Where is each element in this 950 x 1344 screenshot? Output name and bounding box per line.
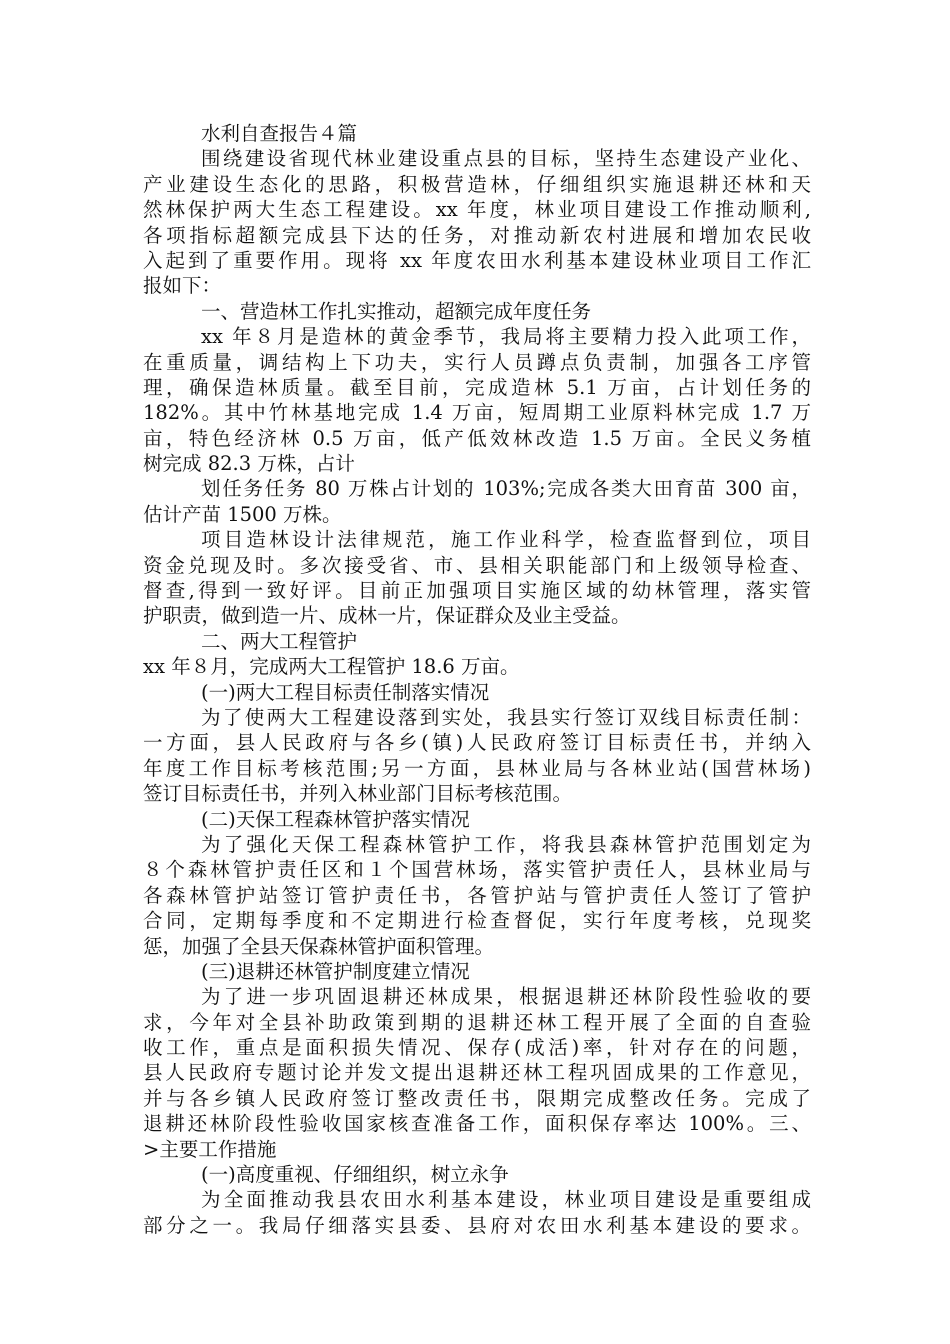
text-line: xx 年８月，完成两大工程管护 18.6 万亩。 bbox=[143, 655, 520, 679]
text-line: 产业建设生态化的思路，积极营造林，仔细组织实施退耕还林和天 bbox=[143, 172, 811, 196]
text-line: ８个森林管护责任区和１个国营林场，落实管护责任人，县林业局与 bbox=[143, 858, 811, 882]
text-line: 部分之一。我局仔细落实县委、县府对农田水利基本建设的要求。 bbox=[143, 1213, 811, 1237]
text-line: (一)两大工程目标责任制落实情况 bbox=[201, 680, 490, 704]
text-line: 划任务任务 80 万株占计划的 103%;完成各类大田育苗 300 亩， bbox=[201, 477, 811, 501]
text-line: 亩，特色经济林 0.5 万亩，低产低效林改造 1.5 万亩。全民义务植 bbox=[143, 426, 811, 450]
text-line: 二、两大工程管护 bbox=[201, 629, 358, 653]
document-body bbox=[143, 121, 811, 1238]
text-line: 各森林管护站签订管护责任书，各管护站与管护责任人签订了管护 bbox=[143, 883, 811, 907]
text-line: 收工作，重点是面积损失情况、保存(成活)率，针对存在的问题， bbox=[143, 1036, 811, 1060]
text-line: (三)退耕还林管护制度建立情况 bbox=[201, 959, 470, 983]
text-line: 项目造林设计法律规范，施工作业科学，检查监督到位，项目 bbox=[201, 528, 811, 552]
text-line: 惩，加强了全县天保森林管护面积管理。 bbox=[143, 934, 495, 958]
text-line: 护职责，做到造一片、成林一片，保证群众及业主受益。 bbox=[143, 604, 631, 628]
text-line: >主要工作措施 bbox=[143, 1137, 277, 1161]
text-line: 一方面，县人民政府与各乡(镇)人民政府签订目标责任书，并纳入 bbox=[143, 731, 811, 755]
text-line: 为了强化天保工程森林管护工作，将我县森林管护范围划定为 bbox=[201, 832, 811, 856]
text-line: 理，确保造林质量。截至目前，完成造林 5.1 万亩，占计划任务的 bbox=[143, 375, 811, 399]
text-line: 182%。其中竹林基地完成 1.4 万亩，短周期工业原料林完成 1.7 万 bbox=[143, 401, 811, 425]
text-line: 年度工作目标考核范围;另一方面，县林业局与各林业站(国营林场) bbox=[143, 756, 811, 780]
text-line: 县人民政府专题讨论并发文提出退耕还林工程巩固成果的工作意见， bbox=[143, 1061, 811, 1085]
text-line: 围绕建设省现代林业建设重点县的目标，坚持生态建设产业化、 bbox=[201, 147, 811, 171]
text-line: 退耕还林阶段性验收国家核查准备工作，面积保存率达 100%。三、 bbox=[143, 1112, 811, 1136]
text-line: 一、营造林工作扎实推动，超额完成年度任务 bbox=[201, 299, 592, 323]
text-line: 求，今年对全县补助政策到期的退耕还林工程开展了全面的自查验 bbox=[143, 1010, 811, 1034]
text-line: 为了使两大工程建设落到实处，我县实行签订双线目标责任制： bbox=[201, 705, 811, 729]
text-line: 督查,得到一致好评。目前正加强项目实施区域的幼林管理，落实管 bbox=[143, 579, 811, 603]
text-line: 资金兑现及时。多次接受省、市、县相关职能部门和上级领导检查、 bbox=[143, 553, 811, 577]
text-line: 估计产苗 1500 万株。 bbox=[143, 502, 342, 526]
text-line: 在重质量，调结构上下功夫，实行人员蹲点负责制，加强各工序管 bbox=[143, 350, 811, 374]
text-line: 为了进一步巩固退耕还林成果，根据退耕还林阶段性验收的要 bbox=[201, 985, 811, 1009]
text-line: 并与各乡镇人民政府签订整改责任书，限期完成整改任务。完成了 bbox=[143, 1086, 811, 1110]
text-line: (二)天保工程森林管护落实情况 bbox=[201, 807, 470, 831]
text-line: 然林保护两大生态工程建设。xx 年度，林业项目建设工作推动顺利, bbox=[143, 198, 811, 222]
text-line: xx 年８月是造林的黄金季节，我局将主要精力投入此项工作， bbox=[201, 325, 811, 349]
text-line: 报如下： bbox=[143, 274, 222, 298]
text-line: 为全面推动我县农田水利基本建设，林业项目建设是重要组成 bbox=[201, 1188, 811, 1212]
document-title: 水利自查报告４篇 bbox=[201, 122, 358, 145]
text-line: 各项指标超额完成县下达的任务，对推动新农村进展和增加农民收 bbox=[143, 223, 811, 247]
text-line: 入起到了重要作用。现将 xx 年度农田水利基本建设林业项目工作汇 bbox=[143, 248, 811, 272]
text-line: (一)高度重视、仔细组织，树立永争 bbox=[201, 1163, 509, 1187]
text-line: 合同，定期每季度和不定期进行检查督促，实行年度考核，兑现奖 bbox=[143, 909, 811, 933]
text-line: 树完成 82.3 万株，占计 bbox=[143, 452, 355, 476]
text-line: 签订目标责任书，并列入林业部门目标考核范围。 bbox=[143, 782, 573, 806]
